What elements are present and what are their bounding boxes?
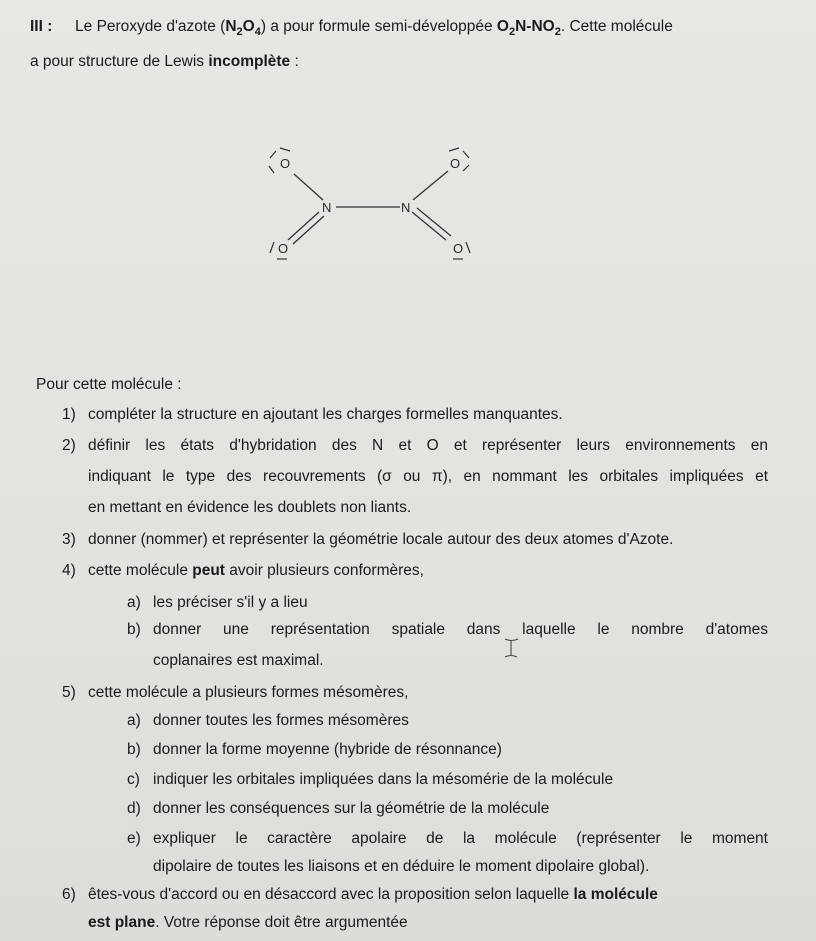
question-4b-line2: coplanaires est maximal.: [153, 652, 324, 669]
question-5: [62, 683, 408, 703]
question-6-text-1: êtes-vous d'accord ou en désaccord avec la proposition selon laquelle: [88, 886, 574, 903]
question-6-line1: [62, 885, 658, 905]
question-5b-number: b): [127, 741, 141, 758]
atom-n-left: N: [322, 200, 332, 215]
question-5e-line1: [127, 829, 768, 849]
statement-line2-bold: incomplète: [208, 53, 291, 70]
statement-line2-suffix: :: [290, 53, 299, 70]
question-5e-number: e): [127, 830, 141, 847]
question-5a: [127, 711, 409, 731]
lone-pair: [463, 165, 469, 171]
question-3: [62, 530, 673, 550]
question-4-number: 4): [62, 562, 76, 579]
bond-n-o-bottom-right-1: [412, 212, 446, 240]
questions-intro: Pour cette molécule :: [36, 376, 182, 393]
exercise-label: III :: [30, 18, 53, 35]
question-3-text: donner (nommer) et représenter la géométrie locale autour des deux atomes d'Azote.: [88, 531, 674, 548]
question-5d: [127, 799, 549, 819]
question-2-number: 2): [62, 437, 76, 454]
atom-o-bottom-left: O: [278, 241, 289, 256]
bond-n-o-bottom-left-1: [288, 212, 319, 240]
formula-semi-developpee: $O_2N-NO_2$: [496, 18, 561, 39]
question-1-text: compléter la structure en ajoutant les charges formelles manquantes.: [88, 406, 563, 423]
bond-n-o-top-right: [413, 171, 448, 200]
question-4-text-prefix: cette molécule: [88, 562, 193, 579]
question-5e-text-1: expliquer le caractère apolaire de la molécule (représenter le moment: [153, 830, 768, 847]
question-5c: [127, 770, 613, 790]
question-5c-number: c): [127, 771, 140, 788]
lewis-structure-diagram: [250, 138, 510, 273]
exercise-statement-line2: [30, 52, 299, 72]
question-6-text-bold-1: la molécule: [573, 886, 658, 903]
question-4a-text: les préciser s'il y a lieu: [153, 594, 308, 611]
question-6-line2: [88, 913, 408, 933]
question-4b-text-1: donner une représentation spatiale dans laquelle le nombre d'atomes: [153, 621, 768, 638]
question-4-text-bold: peut: [192, 562, 225, 579]
atom-o-top-left: O: [280, 156, 291, 171]
formula-n2o4: $N_2O_4$: [225, 18, 261, 39]
question-1-number: 1): [62, 406, 76, 423]
lone-pair: [463, 151, 469, 158]
lone-pair: [270, 242, 274, 253]
question-4-text-suffix: avoir plusieurs conformères,: [224, 562, 424, 579]
lone-pair: [269, 166, 274, 173]
question-4b-line1: [127, 620, 768, 640]
question-6-number: 6): [62, 886, 76, 903]
question-5e-line2: dipolaire de toutes les liaisons et en déduire le moment dipolaire global).: [153, 858, 650, 875]
question-2-text-1: définir les états d'hybridation des N et O et représenter leurs environnements en: [88, 437, 768, 454]
lone-pair: [270, 151, 276, 158]
question-3-number: 3): [62, 531, 76, 548]
statement-line2-prefix: a pour structure de Lewis: [30, 53, 209, 70]
question-5d-number: d): [127, 800, 141, 817]
bond-n-o-bottom-right-2: [417, 208, 451, 236]
atom-o-top-right: O: [450, 156, 461, 171]
statement-text-3: . Cette molécule: [560, 18, 673, 35]
lone-pair: [449, 148, 459, 151]
exercise-statement-line1: [30, 17, 673, 42]
question-4b-number: b): [127, 621, 141, 638]
question-5a-number: a): [127, 712, 141, 729]
lone-pair: [466, 242, 470, 253]
bond-n-o-top-left: [294, 174, 323, 200]
question-5d-text: donner les conséquences sur la géométrie de la molécule: [153, 800, 550, 817]
question-5-text: cette molécule a plusieurs formes mésomères,: [88, 684, 409, 701]
question-2-line1: [62, 436, 768, 456]
question-5c-text: indiquer les orbitales impliquées dans la mésomérie de la molécule: [153, 771, 614, 788]
cursor-mark: [500, 636, 530, 660]
question-2-line2: indiquant le type des recouvrements (σ ou π), en nommant les orbitales impliquées et: [88, 468, 768, 485]
atom-n-right: N: [401, 200, 411, 215]
statement-text-1: Le Peroxyde d'azote (: [75, 18, 226, 35]
question-5b: [127, 740, 502, 760]
question-1: [62, 405, 563, 425]
question-4: [62, 561, 424, 581]
statement-text-2: a pour formule semi-développée: [266, 18, 497, 35]
question-5-number: 5): [62, 684, 76, 701]
question-2-line3: en mettant en évidence les doublets non liants.: [88, 499, 412, 516]
question-6-text-2: . Votre réponse doit être argumentée: [155, 914, 408, 931]
question-5b-text: donner la forme moyenne (hybride de résonnance): [153, 741, 502, 758]
formula-close-paren: ): [260, 18, 267, 35]
atom-o-bottom-right: O: [453, 241, 464, 256]
question-4a-number: a): [127, 594, 141, 611]
question-5a-text: donner toutes les formes mésomères: [153, 712, 409, 729]
lone-pair: [280, 148, 290, 151]
question-6-text-bold-2: est plane: [88, 914, 156, 931]
bond-n-o-bottom-left-2: [293, 216, 324, 244]
question-4a: [127, 593, 308, 613]
